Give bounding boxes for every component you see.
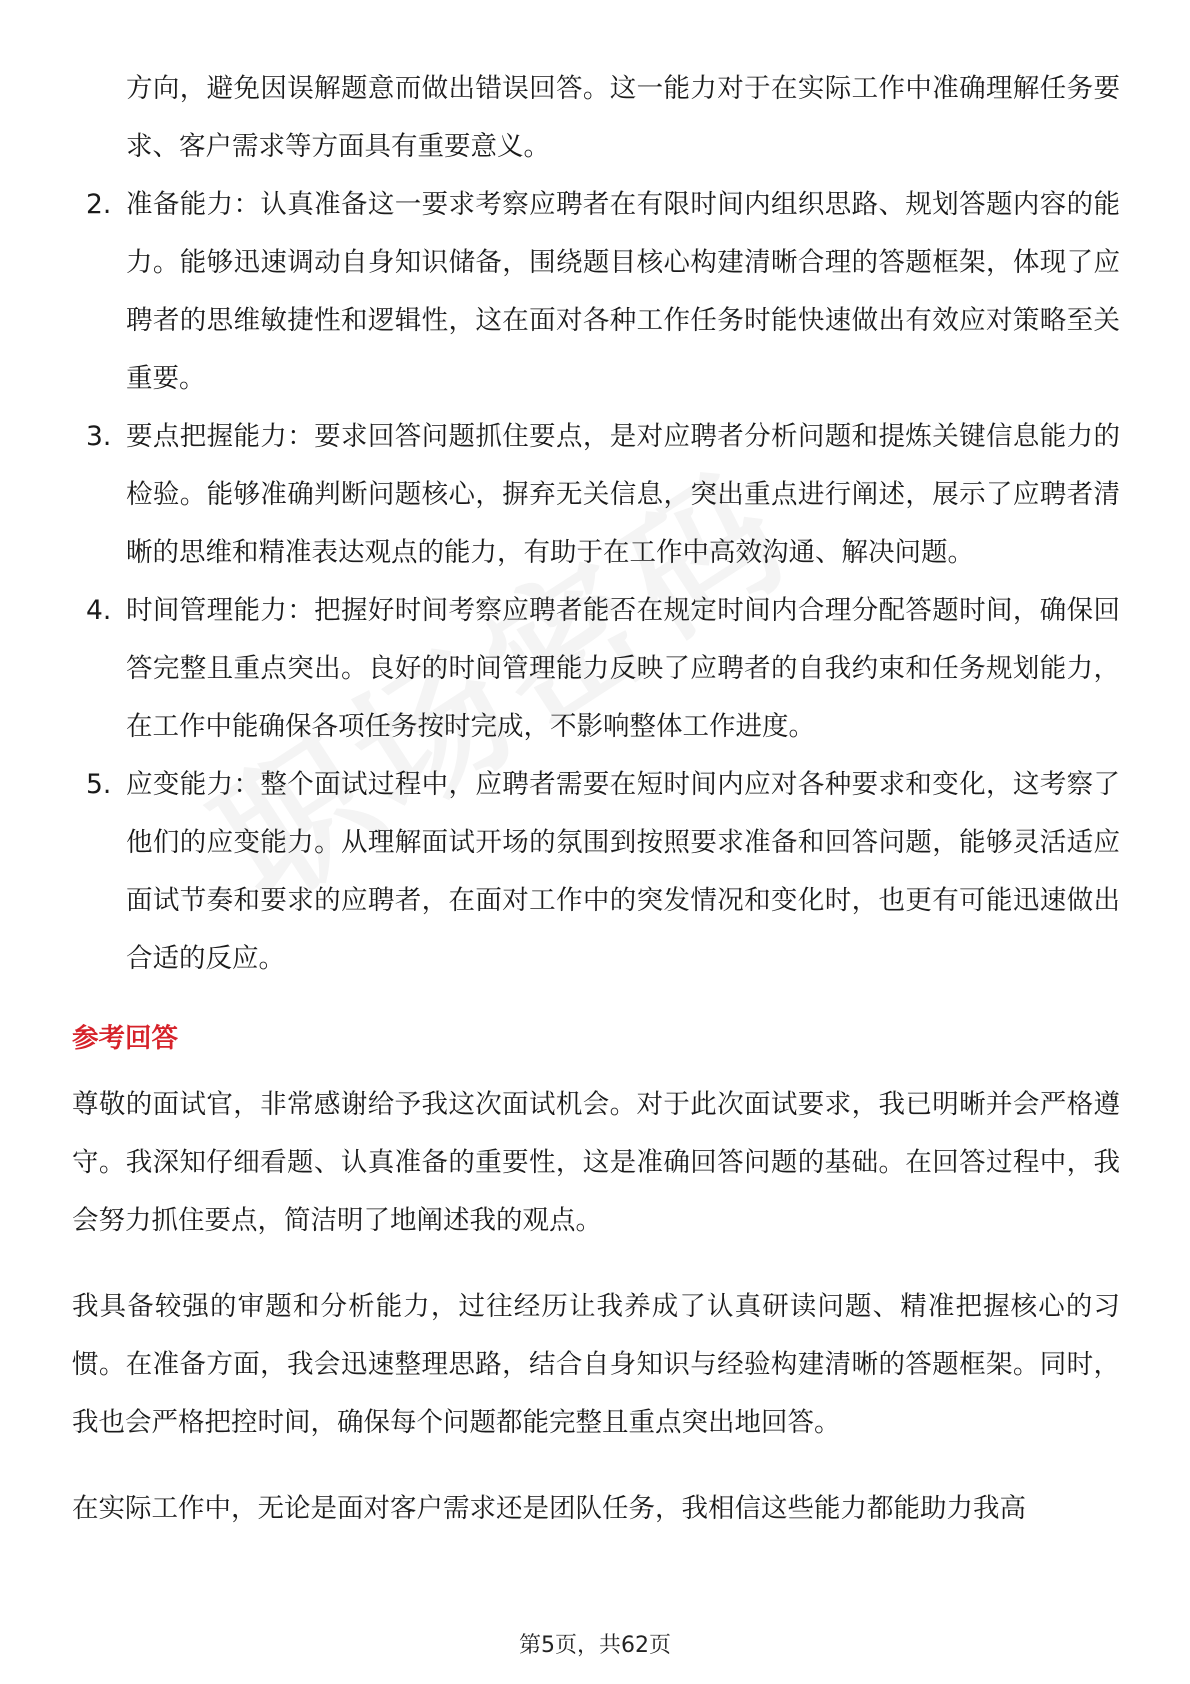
list-number: 5. [86,769,112,800]
list-item-text: 应变能力：整个面试过程中，应聘者需要在短时间内应对各种要求和变化，这考察了他们的应变能力。从理解面试开场的氛围到按照要求准备和回答问题，能够灵活适应面试节奏和要求的应聘者，在面对工作中的突发情况和变化时，也更有可能迅速做出合适的反应。 [126,769,1120,974]
list-item-time-management [72,582,1120,756]
list-item-adaptability [72,756,1120,988]
list-item-key-points [72,408,1120,582]
ability-list [72,60,1120,988]
list-number: 3. [86,421,112,452]
section-title: 参考回答 [72,1023,178,1054]
page-footer: 第5页，共62页 [519,1633,671,1658]
list-item-preparation [72,176,1120,408]
list-item-text: 时间管理能力：把握好时间考察应聘者能否在规定时间内合理分配答题时间，确保回答完整且重点突出。良好的时间管理能力反映了应聘者的自我约束和任务规划能力，在工作中能确保各项任务按时完成，不影响整体工作进度。 [126,595,1120,742]
page-content [72,60,1120,1538]
list-item-continuation [72,60,1120,176]
list-item-text: 方向，避免因误解题意而做出错误回答。这一能力对于在实际工作中准确理解任务要求、客户需求等方面具有重要意义。 [126,73,1120,162]
list-item-text: 准备能力：认真准备这一要求考察应聘者在有限时间内组织思路、规划答题内容的能力。能够迅速调动自身知识储备，围绕题目核心构建清晰合理的答题框架，体现了应聘者的思维敏捷性和逻辑性，这在面对各种工作任务时能快速做出有效应对策略至关重要。 [126,189,1120,394]
list-number: 4. [86,595,112,626]
list-item-text: 要点把握能力：要求回答问题抓住要点，是对应聘者分析问题和提炼关键信息能力的检验。能够准确判断问题核心，摒弃无关信息，突出重点进行阐述，展示了应聘者清晰的思维和精准表达观点的能力，有助于在工作中高效沟通、解决问题。 [126,421,1120,568]
list-number: 2. [86,189,112,220]
answer-paragraph: 我具备较强的审题和分析能力，过往经历让我养成了认真研读问题、精准把握核心的习惯。在准备方面，我会迅速整理思路，结合自身知识与经验构建清晰的答题框架。同时，我也会严格把控时间，确保每个问题都能完整且重点突出地回答。 [72,1291,1120,1438]
answer-paragraph: 在实际工作中，无论是面对客户需求还是团队任务，我相信这些能力都能助力我高 [72,1493,1026,1524]
answer-paragraph: 尊敬的面试官，非常感谢给予我这次面试机会。对于此次面试要求，我已明晰并会严格遵守。我深知仔细看题、认真准备的重要性，这是准确回答问题的基础。在回答过程中，我会努力抓住要点，简洁明了地阐述我的观点。 [72,1089,1120,1236]
